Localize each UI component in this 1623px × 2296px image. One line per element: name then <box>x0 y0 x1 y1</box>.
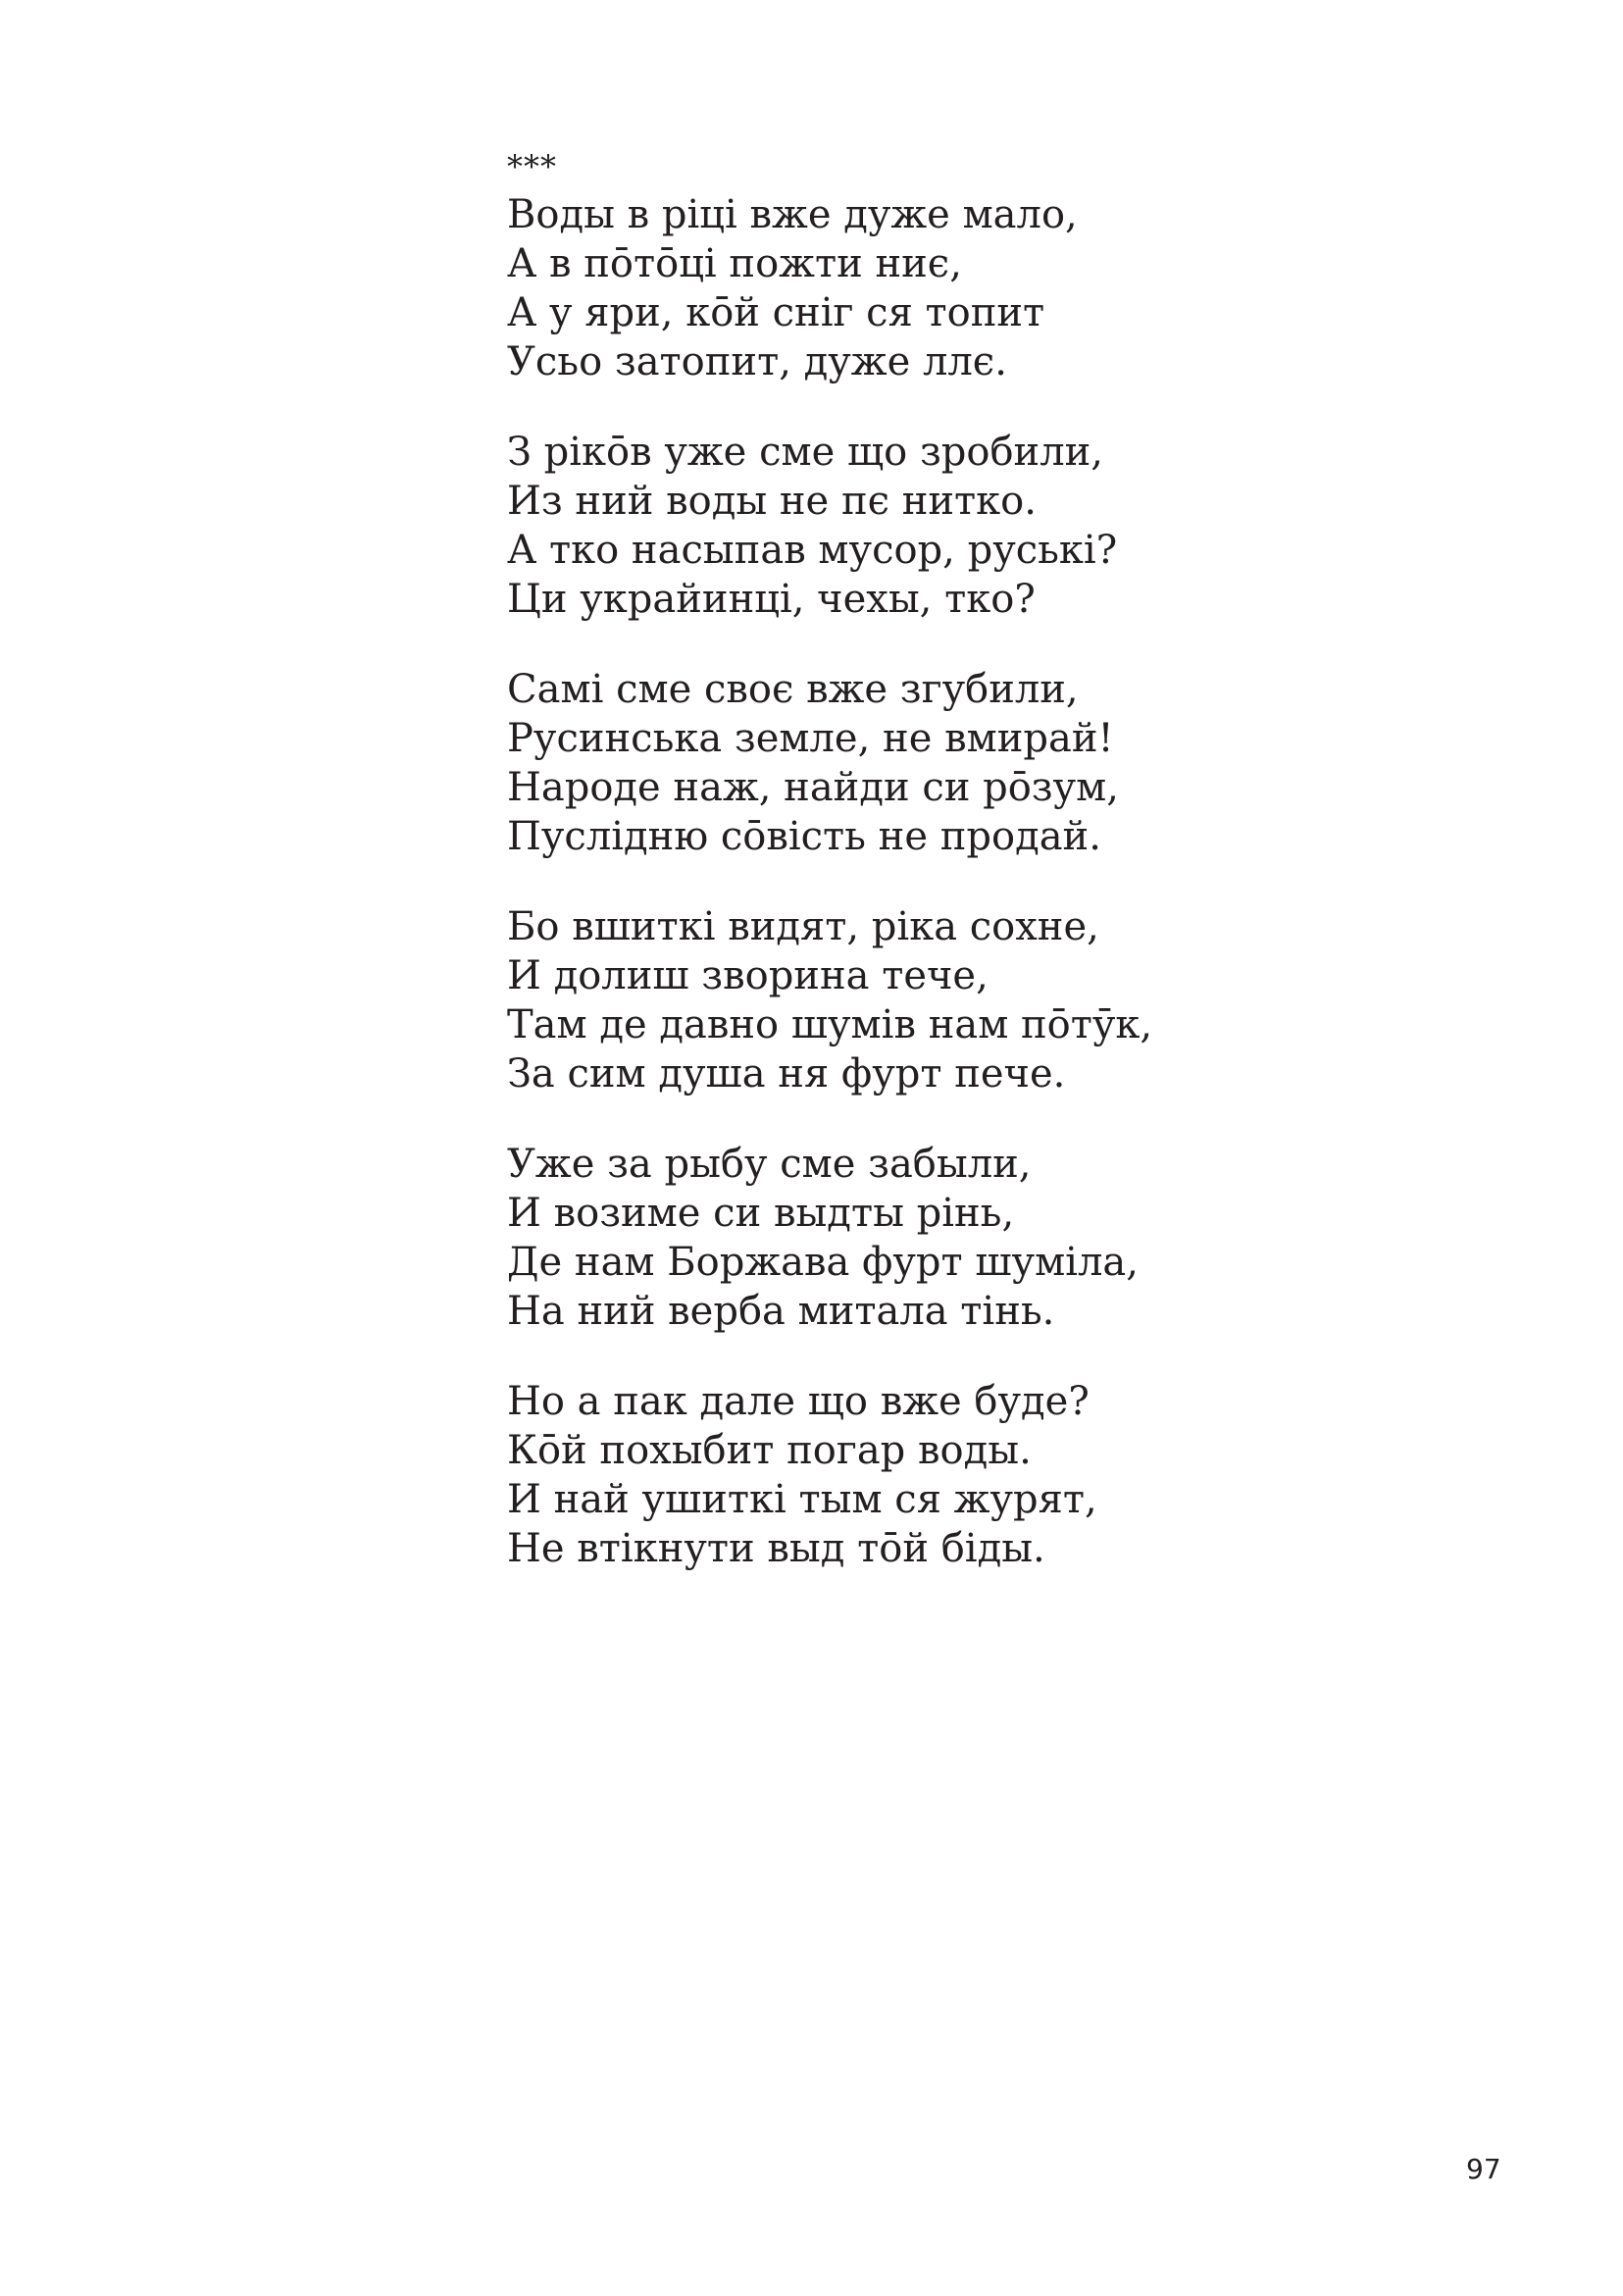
poem-line: Де нам Боржава фурт шуміла, <box>507 1240 1139 1285</box>
poem-line: Из ний воды не пє нитко. <box>507 479 1037 524</box>
poem-line: Усьо затопит, дуже ллє. <box>507 339 1007 384</box>
poem-line: Там де давно шумів нам по̄тӯк, <box>507 1002 1153 1047</box>
poem-line: Но а пак дале що вже буде? <box>507 1379 1090 1424</box>
poem-line: А у яри, ко̄й сніг ся топит <box>507 290 1045 335</box>
poem-line: И возиме си выдты рінь, <box>507 1191 1015 1236</box>
stanza-1 <box>507 190 1390 386</box>
poem-heading: *** <box>507 148 557 185</box>
poem <box>507 147 1390 1614</box>
poem-line: И долиш зворина тече, <box>507 953 989 998</box>
poem-line: А тко насыпав мусор, руські? <box>507 528 1118 573</box>
stanza-2 <box>507 428 1390 624</box>
poem-line: Ко̄й похыбит погар воды. <box>507 1428 1032 1473</box>
stanza-5 <box>507 1140 1390 1336</box>
stanza-3 <box>507 665 1390 861</box>
poem-line: Уже за рыбу сме забыли, <box>507 1142 1032 1187</box>
poem-line: Самі сме своє вже згубили, <box>507 667 1079 712</box>
poem-line: Воды в ріці вже дуже мало, <box>507 192 1078 237</box>
stanza-6 <box>507 1377 1390 1573</box>
poem-line: Бо вшиткі видят, ріка сохне, <box>507 904 1099 949</box>
poem-line: А в по̄то̄ці пожти ниє, <box>507 241 962 286</box>
stanza-4 <box>507 902 1390 1098</box>
poem-line: И най ушиткі тым ся журят, <box>507 1477 1097 1522</box>
poem-line: Ци украйинці, чехы, тко? <box>507 577 1036 622</box>
poem-line: Не втікнути выд то̄й біды. <box>507 1526 1045 1571</box>
poem-line: Пуслідню со̄вість не продай. <box>507 814 1101 859</box>
poem-line: За сим душа ня фурт пече. <box>507 1051 1066 1097</box>
poem-line: На ний верба митала тінь. <box>507 1289 1055 1334</box>
poem-line: Народе наж, найди си ро̄зум, <box>507 765 1119 810</box>
poem-line: Русинська земле, не вмирай! <box>507 716 1114 761</box>
poem-line: З ріко̄в уже сме що зробили, <box>507 430 1103 475</box>
page-number: 97 <box>1466 2153 1501 2185</box>
